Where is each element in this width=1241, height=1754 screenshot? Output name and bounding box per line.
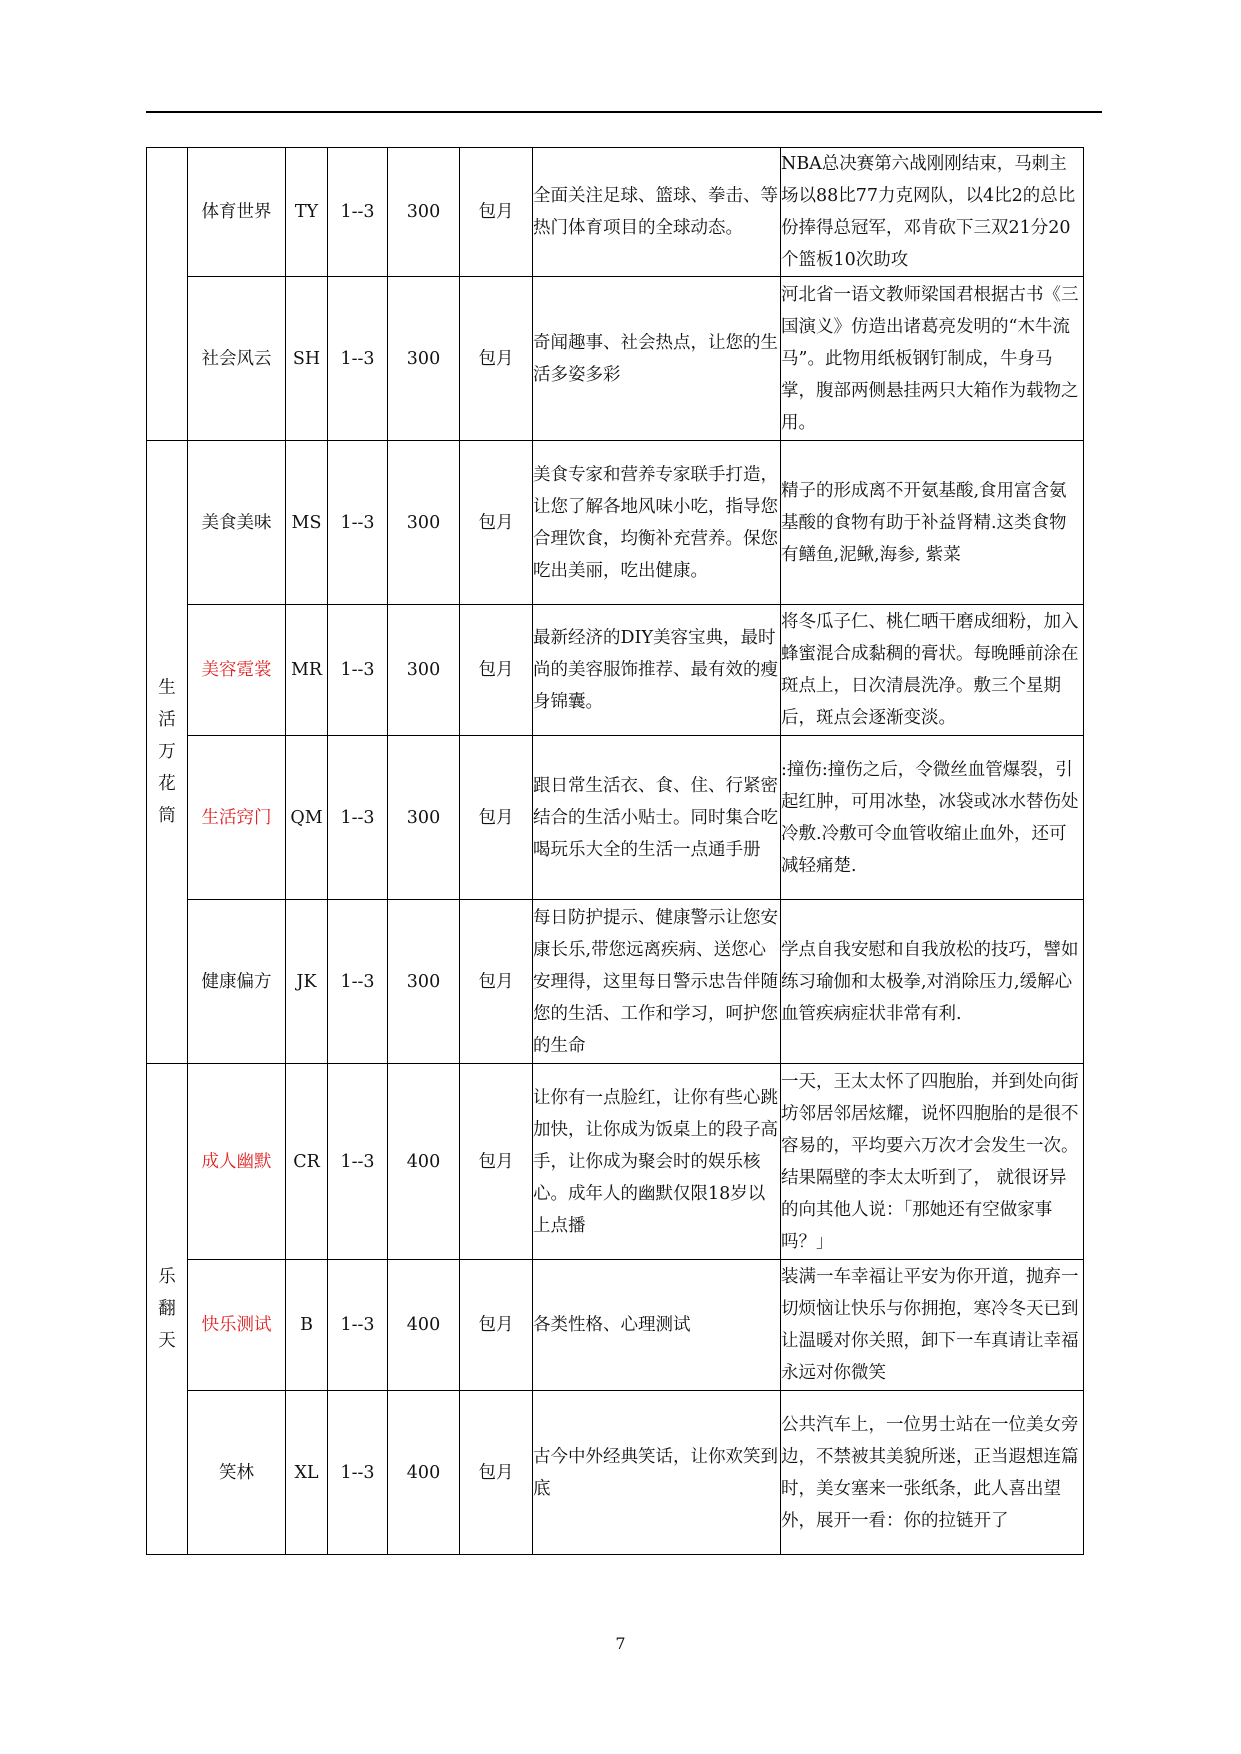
service-sample: 河北省一语文教师梁国君根据古书《三国演义》仿造出诸葛亮发明的“木牛流马”。此物用纸板钢钉制成，牛身马掌，腹部两侧悬挂两只大箱作为载物之用。 xyxy=(781,277,1084,441)
service-price: 400 xyxy=(388,1064,460,1260)
service-description: 美食专家和营养专家联手打造，让您了解各地风味小吃，指导您合理饮食，均衡补充营养。保您吃出美丽，吃出健康。 xyxy=(533,441,781,605)
service-name: 社会风云 xyxy=(188,277,286,441)
service-name: 美食美味 xyxy=(188,441,286,605)
service-name: 体育世界 xyxy=(188,148,286,277)
group-label: 生活万花筒 xyxy=(158,678,176,826)
service-code: SH xyxy=(286,277,328,441)
service-price: 300 xyxy=(388,441,460,605)
service-range: 1--3 xyxy=(328,1260,388,1391)
service-sample: 精子的形成离不开氨基酸,食用富含氨基酸的食物有助于补益肾精.这类食物有鳝鱼,泥鳅,海参, 紫菜 xyxy=(781,441,1084,605)
service-price: 300 xyxy=(388,148,460,277)
service-description: 奇闻趣事、社会热点，让您的生活多姿多彩 xyxy=(533,277,781,441)
service-code: B xyxy=(286,1260,328,1391)
group-cell xyxy=(147,1064,188,1555)
service-range: 1--3 xyxy=(328,1064,388,1260)
service-code: MR xyxy=(286,605,328,736)
service-description: 最新经济的DIY美容宝典，最时尚的美容服饰推荐、最有效的瘦身锦囊。 xyxy=(533,605,781,736)
table-row xyxy=(147,441,1084,605)
service-price: 300 xyxy=(388,605,460,736)
service-name: 快乐测试 xyxy=(188,1260,286,1391)
service-price: 300 xyxy=(388,277,460,441)
service-billing: 包月 xyxy=(460,605,533,736)
service-billing: 包月 xyxy=(460,900,533,1064)
service-range: 1--3 xyxy=(328,148,388,277)
service-price: 400 xyxy=(388,1260,460,1391)
service-price: 400 xyxy=(388,1391,460,1555)
service-sample: 一天，王太太怀了四胞胎，并到处向街坊邻居邻居炫耀，说怀四胞胎的是很不容易的，平均要六万次才会发生一次。结果隔壁的李太太听到了， 就很讶异的向其他人说：「那她还有空做家事吗？」 xyxy=(781,1064,1084,1260)
service-billing: 包月 xyxy=(460,277,533,441)
service-description: 跟日常生活衣、食、住、行紧密结合的生活小贴士。同时集合吃喝玩乐大全的生活一点通手册 xyxy=(533,736,781,900)
table-row xyxy=(147,605,1084,736)
service-billing: 包月 xyxy=(460,1064,533,1260)
table-row xyxy=(147,900,1084,1064)
group-cell xyxy=(147,148,188,441)
header-rule xyxy=(146,111,1102,113)
service-billing: 包月 xyxy=(460,1391,533,1555)
group-label: 乐翻天 xyxy=(158,1267,176,1351)
service-sample: 学点自我安慰和自我放松的技巧，譬如练习瑜伽和太极拳,对消除压力,缓解心血管疾病症状非常有利. xyxy=(781,900,1084,1064)
service-description: 各类性格、心理测试 xyxy=(533,1260,781,1391)
service-range: 1--3 xyxy=(328,277,388,441)
service-name: 健康偏方 xyxy=(188,900,286,1064)
service-name: 成人幽默 xyxy=(188,1064,286,1260)
service-code: JK xyxy=(286,900,328,1064)
service-range: 1--3 xyxy=(328,900,388,1064)
service-sample: 将冬瓜子仁、桃仁晒干磨成细粉，加入蜂蜜混合成黏稠的膏状。每晚睡前涂在斑点上，日次清晨洗净。敷三个星期后，斑点会逐渐变淡。 xyxy=(781,605,1084,736)
service-price: 300 xyxy=(388,900,460,1064)
service-range: 1--3 xyxy=(328,1391,388,1555)
table-row xyxy=(147,736,1084,900)
service-code: XL xyxy=(286,1391,328,1555)
service-billing: 包月 xyxy=(460,441,533,605)
service-description: 每日防护提示、健康警示让您安康长乐,带您远离疾病、送您心安理得，这里每日警示忠告伴随您的生活、工作和学习，呵护您的生命 xyxy=(533,900,781,1064)
table-row xyxy=(147,148,1084,277)
service-name: 笑林 xyxy=(188,1391,286,1555)
service-description: 让你有一点脸红，让你有些心跳加快，让你成为饭桌上的段子高手，让你成为聚会时的娱乐核心。成年人的幽默仅限18岁以上点播 xyxy=(533,1064,781,1260)
service-range: 1--3 xyxy=(328,605,388,736)
service-range: 1--3 xyxy=(328,441,388,605)
service-range: 1--3 xyxy=(328,736,388,900)
service-sample: NBA总决赛第六战刚刚结束，马刺主场以88比77力克网队，以4比2的总比份捧得总冠军，邓肯砍下三双21分20个篮板10次助攻 xyxy=(781,148,1084,277)
service-code: MS xyxy=(286,441,328,605)
service-table xyxy=(146,147,1084,1555)
service-code: TY xyxy=(286,148,328,277)
service-code: QM xyxy=(286,736,328,900)
service-description: 全面关注足球、篮球、拳击、等热门体育项目的全球动态。 xyxy=(533,148,781,277)
table-row xyxy=(147,1391,1084,1555)
page-number: 7 xyxy=(615,1634,626,1653)
table-row xyxy=(147,277,1084,441)
service-description: 古今中外经典笑话，让你欢笑到底 xyxy=(533,1391,781,1555)
service-code: CR xyxy=(286,1064,328,1260)
service-billing: 包月 xyxy=(460,736,533,900)
table-row xyxy=(147,1064,1084,1260)
service-name: 美容霓裳 xyxy=(188,605,286,736)
service-sample: :撞伤:撞伤之后，令微丝血管爆裂，引起红肿，可用冰垫，冰袋或冰水替伤处冷敷.冷敷可令血管收缩止血外，还可减轻痛楚. xyxy=(781,736,1084,900)
service-billing: 包月 xyxy=(460,148,533,277)
service-sample: 公共汽车上，一位男士站在一位美女旁边，不禁被其美貌所迷，正当遐想连篇时，美女塞来一张纸条，此人喜出望外，展开一看：你的拉链开了 xyxy=(781,1391,1084,1555)
service-billing: 包月 xyxy=(460,1260,533,1391)
group-cell xyxy=(147,441,188,1064)
service-sample: 装满一车幸福让平安为你开道，抛弃一切烦恼让快乐与你拥抱，寒冷冬天已到让温暖对你关照，卸下一车真请让幸福永远对你微笑 xyxy=(781,1260,1084,1391)
service-name: 生活窍门 xyxy=(188,736,286,900)
table-row xyxy=(147,1260,1084,1391)
service-price: 300 xyxy=(388,736,460,900)
